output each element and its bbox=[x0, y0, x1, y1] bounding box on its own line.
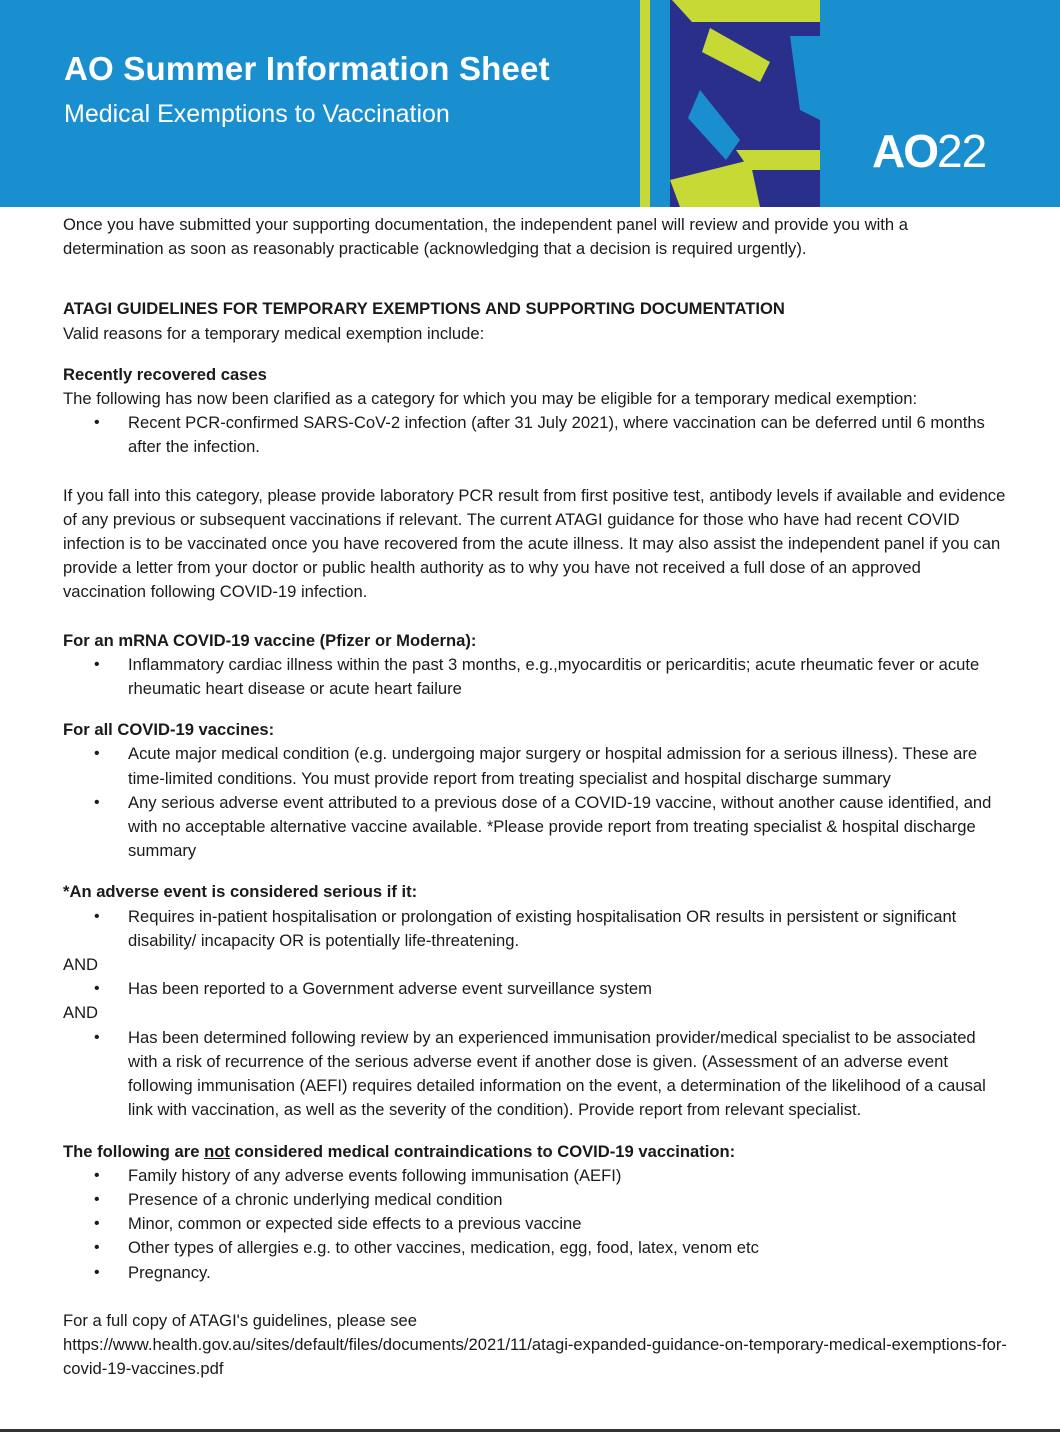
mrna-list bbox=[63, 653, 1008, 701]
decorative-graphic bbox=[640, 0, 820, 207]
list-item: • Recent PCR-confirmed SARS-CoV-2 infection (after 31 July 2021), where vaccination can be deferred until 6 months after the infection. bbox=[63, 411, 1008, 459]
atagi-heading: ATAGI GUIDELINES FOR TEMPORARY EXEMPTIONS AND SUPPORTING DOCUMENTATION bbox=[63, 299, 785, 319]
ao22-logo: AO22 bbox=[872, 125, 987, 177]
recovered-paragraph: If you fall into this category, please provide laboratory PCR result from first positive test, antibody levels if available and evidence of any previous or subsequent vaccinations if relevant. The current ATAGI guidance for those who have had recent COVID infection is to be vaccinated once you have recovered from the acute illness. It may also assist the independent panel if you can provide a letter from your doctor or public health authority as to why you have not received a full dose of an approved vaccination following COVID-19 infection. bbox=[63, 485, 1006, 602]
all-vaccines-list bbox=[63, 742, 1008, 863]
list-item: • Any serious adverse event attributed to a previous dose of a COVID-19 vaccine, without another cause identified, and with no acceptable alternative vaccine available. *Please provide report from treating specialist & hospital discharge summary bbox=[63, 791, 1008, 864]
list-item: • Minor, common or expected side effects to a previous vaccine bbox=[63, 1212, 1008, 1236]
document-body bbox=[63, 213, 1008, 1381]
list-item: • Pregnancy. bbox=[63, 1261, 1008, 1285]
not-contraindications-list bbox=[63, 1164, 1008, 1285]
not-contraindications-heading: The following are not considered medical contraindications to COVID-19 vaccination: bbox=[63, 1141, 736, 1161]
page-subtitle: Medical Exemptions to Vaccination bbox=[64, 100, 450, 128]
and-label: AND bbox=[63, 955, 99, 975]
valid-reasons-text: Valid reasons for a temporary medical exemption include: bbox=[63, 323, 485, 343]
intro-paragraph: Once you have submitted your supporting documentation, the independent panel will review and provide you with a determination as soon as reasonably practicable (acknowledging that a decision is required urgently). bbox=[63, 215, 908, 259]
all-vaccines-heading: For all COVID-19 vaccines: bbox=[63, 720, 275, 740]
list-item: • Acute major medical condition (e.g. undergoing major surgery or hospital admission for a serious illness). These are time-limited conditions. You must provide report from treating specialist and hospital discharge summary bbox=[63, 742, 1008, 790]
and-label: AND bbox=[63, 1003, 99, 1023]
footer-text: For a full copy of ATAGI's guidelines, please see bbox=[63, 1310, 417, 1330]
list-item: • Family history of any adverse events following immunisation (AEFI) bbox=[63, 1164, 1008, 1188]
recovered-text: The following has now been clarified as a category for which you may be eligible for a temporary medical exemption: bbox=[63, 389, 918, 409]
adverse-list bbox=[63, 905, 1008, 953]
adverse-list bbox=[63, 977, 1008, 1001]
list-item: • Has been reported to a Government adverse event surveillance system bbox=[63, 977, 1008, 1001]
page-title: AO Summer Information Sheet bbox=[64, 50, 550, 87]
recovered-list bbox=[63, 411, 1008, 459]
mrna-heading: For an mRNA COVID-19 vaccine (Pfizer or Moderna): bbox=[63, 630, 477, 650]
adverse-list bbox=[63, 1026, 1008, 1123]
list-item: • Other types of allergies e.g. to other vaccines, medication, egg, food, latex, venom etc bbox=[63, 1236, 1008, 1260]
list-item: • Requires in-patient hospitalisation or prolongation of existing hospitalisation OR results in persistent or significant disability/ incapacity OR is potentially life-threatening. bbox=[63, 905, 1008, 953]
adverse-heading: *An adverse event is considered serious if it: bbox=[63, 882, 418, 902]
header-banner bbox=[0, 0, 1060, 207]
list-item: • Presence of a chronic underlying medical condition bbox=[63, 1188, 1008, 1212]
list-item: • Inflammatory cardiac illness within the past 3 months, e.g.,myocarditis or pericarditis; acute rheumatic fever or acute rheumatic heart disease or acute heart failure bbox=[63, 653, 1008, 701]
list-item: • Has been determined following review by an experienced immunisation provider/medical specialist to be associated with a risk of recurrence of the serious adverse event if another dose is given. (Assessment of an adverse event following immunisation (AEFI) requires detailed information on the event, a determination of the likelihood of a causal link with vaccination, as well as the severity of the condition). Provide report from relevant specialist. bbox=[63, 1026, 1008, 1123]
recovered-heading: Recently recovered cases bbox=[63, 364, 267, 384]
atagi-guidelines-link[interactable]: https://www.health.gov.au/sites/default/files/documents/2021/11/atagi-expanded-guidance-on-temporary-medical-exemptions-for-covid-19-vaccines.pdf bbox=[63, 1334, 1007, 1379]
